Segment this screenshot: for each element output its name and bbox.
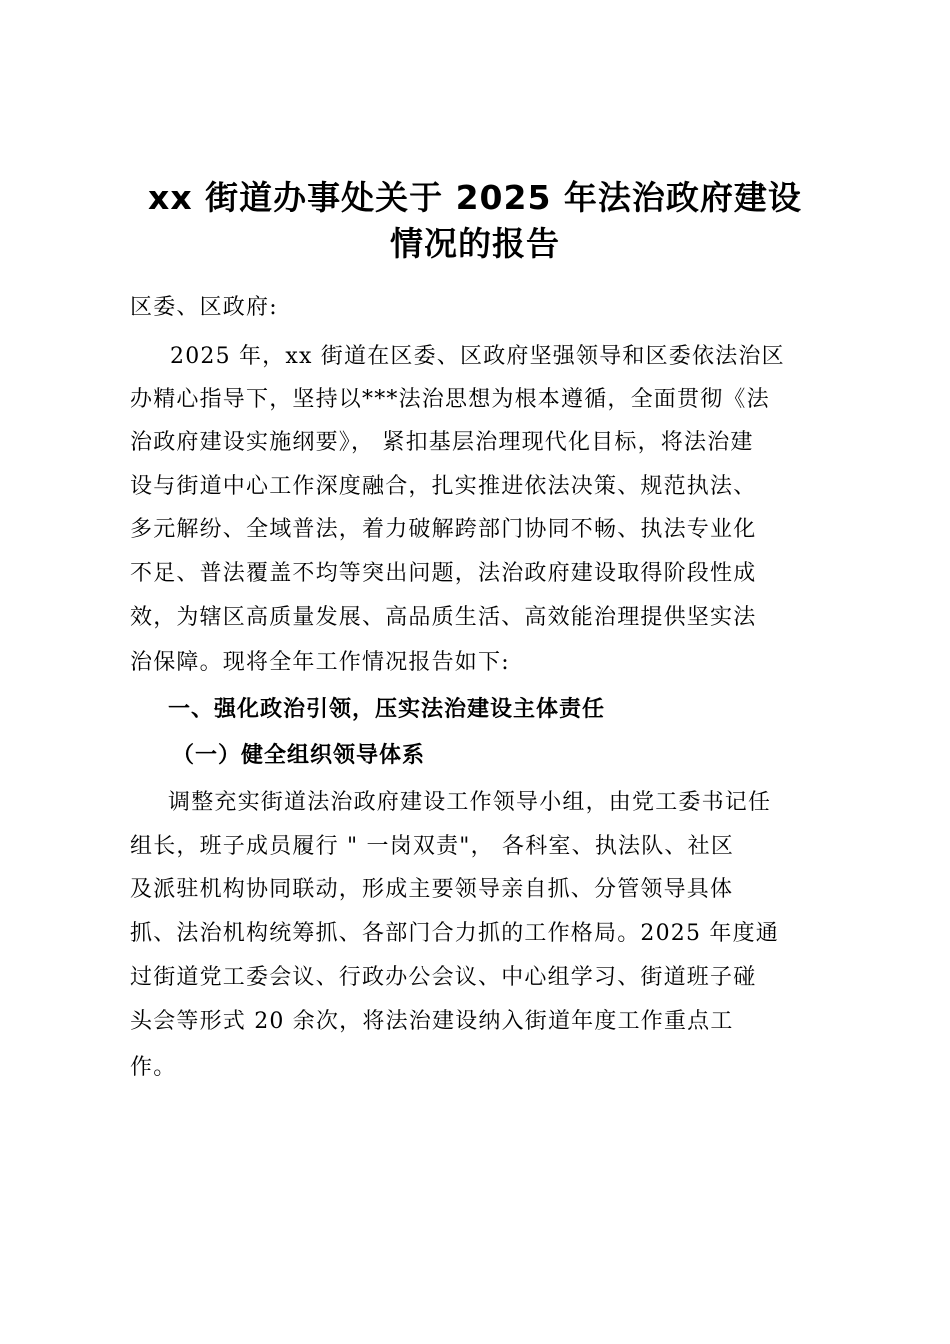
paragraph-line: 不足、普法覆盖不均等突出问题，法治政府建设取得阶段性成 <box>130 561 757 586</box>
subsection-heading: （一）健全组织领导体系 <box>172 743 426 768</box>
paragraph-line: 办精心指导下，坚持以***法治思想为根本遵循，全面贯彻《法 <box>130 387 770 412</box>
paragraph-line: 及派驻机构协同联动，形成主要领导亲自抓、分管领导具体 <box>130 877 734 902</box>
salutation: 区委、区政府: <box>130 295 278 320</box>
paragraph-line: 组长，班子成员履行 " 一岗双责"， 各科室、执法队、社区 <box>130 834 735 859</box>
paragraph-line: 治保障。现将全年工作情况报告如下: <box>130 650 510 675</box>
paragraph-line: 作。 <box>130 1055 177 1080</box>
title-line-2: 情况的报告 <box>390 224 560 263</box>
paragraph-line: 设与街道中心工作深度融合，扎实推进依法决策、规范执法、 <box>130 474 757 499</box>
paragraph-line: 效，为辖区高质量发展、高品质生活、高效能治理提供坚实法 <box>130 605 757 630</box>
paragraph-line: 调整充实街道法治政府建设工作领导小组，由党工委书记任 <box>168 790 772 815</box>
paragraph-line: 多元解纷、全域普法，着力破解跨部门协同不畅、执法专业化 <box>130 517 757 542</box>
section-heading: 一、强化政治引领，压实法治建设主体责任 <box>168 697 606 722</box>
paragraph-line: 治政府建设实施纲要》， 紧扣基层治理现代化目标，将法治建 <box>130 430 754 455</box>
paragraph-line: 过街道党工委会议、行政办公会议、中心组学习、街道班子碰 <box>130 965 757 990</box>
title-line-1: xx 街道办事处关于 2025 年法治政府建设 <box>148 178 802 217</box>
paragraph-line: 抓、法治机构统筹抓、各部门合力抓的工作格局。2025 年度通 <box>130 921 779 946</box>
paragraph-line: 头会等形式 20 余次，将法治建设纳入街道年度工作重点工 <box>130 1009 734 1034</box>
paragraph-line: 2025 年，xx 街道在区委、区政府坚强领导和区委依法治区 <box>170 344 785 369</box>
